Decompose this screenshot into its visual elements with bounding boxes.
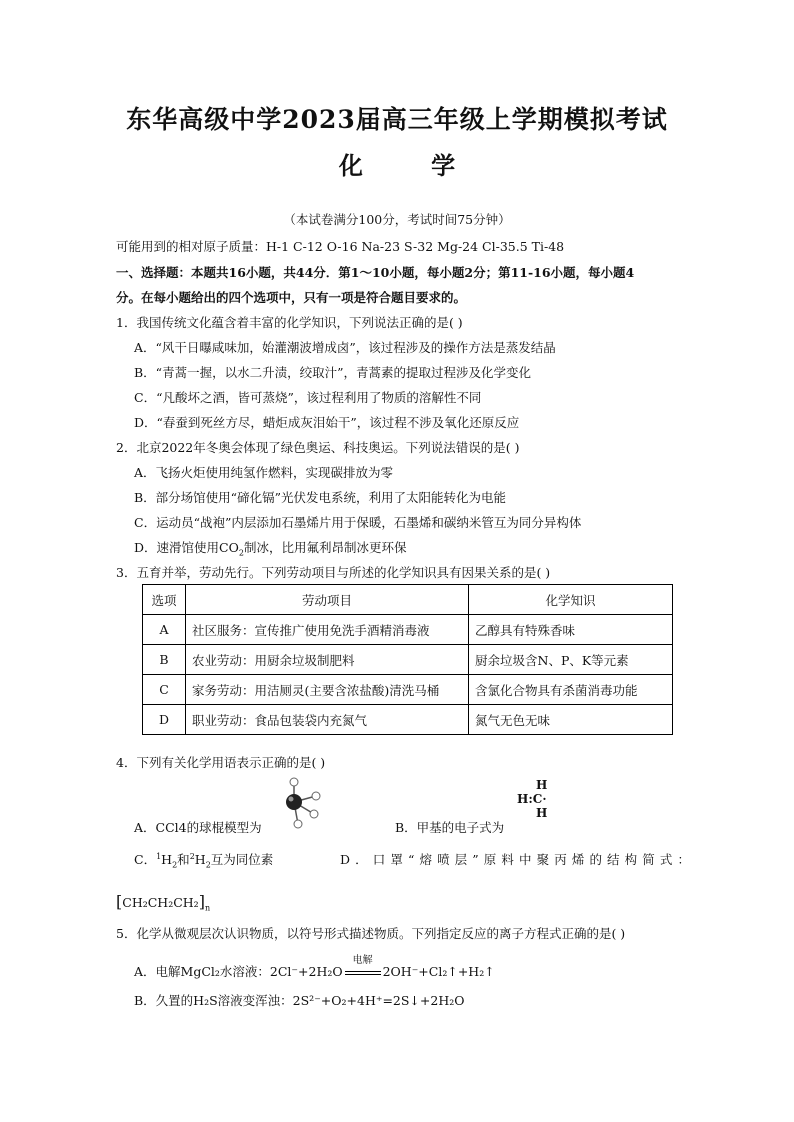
q2-option-c: C．运动员“战袍”内层添加石墨烯片用于保暖，石墨烯和碳纳米管互为同分异构体: [134, 515, 582, 530]
q5-option-b: B．久置的H₂S溶液变浑浊：2S²⁻+O₂+4H⁺=2S↓+2H₂O: [134, 993, 465, 1008]
ball-stick-model-icon: [270, 776, 330, 832]
q5-a-label: A．电解MgCl₂水溶液：: [134, 964, 270, 979]
table-cell: C: [143, 675, 186, 705]
formula-n: n: [204, 903, 211, 913]
exam-title: 东华高级中学2023届高三年级上学期模拟考试: [126, 105, 668, 134]
section-heading-line2: 分。在每小题给出的四个选项中，只有一项是符合题目要求的。: [116, 290, 467, 305]
q2-option-d: [134, 538, 794, 558]
table-cell: B: [143, 645, 186, 675]
table-cell: 含氯化合物具有杀菌消毒功能: [469, 675, 673, 705]
q4-c-and: 和: [177, 852, 190, 867]
q4-c-sup1: 1: [156, 851, 162, 861]
q4-c-sub1: 2: [172, 860, 178, 870]
table-cell: 厨余垃圾含N、P、K等元素: [469, 645, 673, 675]
q4-c-h2: H: [194, 852, 206, 867]
q5-option-a: [134, 955, 495, 980]
methyl-electron-formula: [517, 778, 547, 820]
q2-option-a: A．飞扬火炬使用纯氢作燃料，实现碳排放为零: [134, 465, 394, 480]
q1-option-c: C．“凡酸坏之酒，皆可蒸烧”，该过程利用了物质的溶解性不同: [134, 390, 482, 405]
q3-table: [142, 584, 673, 735]
q4-option-d: D．口罩“熔喷层”原料中聚丙烯的结构简式：: [340, 852, 692, 867]
q4-option-b: B．甲基的电子式为: [395, 820, 505, 835]
q1-option-d: D．“春蚕到死丝方尽，蜡炬成灰泪始干”，该过程不涉及氧化还原反应: [134, 415, 520, 430]
q5-a-right: 2OH⁻+Cl₂↑+H₂↑: [382, 964, 495, 979]
q4-c-label: C．: [134, 852, 157, 867]
q2-d-pre: D．速滑馆使用CO: [134, 540, 239, 555]
formula-top-h: H: [536, 778, 548, 792]
q2-d-sub: 2: [238, 548, 244, 558]
table-row: [143, 675, 673, 705]
table-cell: 家务劳动：用洁厕灵(主要含浓盐酸)清洗马桶: [186, 675, 469, 705]
q2-stem: 2．北京2022年冬奥会体现了绿色奥运、科技奥运。下列说法错误的是( ): [116, 440, 520, 455]
table-cell: 社区服务：宣传推广使用免洗手酒精消毒液: [186, 615, 469, 645]
electrolysis-condition: 电解: [352, 955, 373, 966]
q1-option-b: B．“青蒿一握，以水二升渍，绞取汁”，青蒿素的提取过程涉及化学变化: [134, 365, 531, 380]
table-cell: A: [143, 615, 186, 645]
q5-stem: 5．化学从微观层次认识物质，以符号形式描述物质。下列指定反应的离子方程式正确的是( ): [116, 926, 626, 941]
table-cell: D: [143, 705, 186, 735]
table-cell: 职业劳动：食品包装袋内充氮气: [186, 705, 469, 735]
formula-mid: H:C·: [517, 792, 547, 806]
q4-stem: 4．下列有关化学用语表示正确的是( ): [116, 755, 326, 770]
q4-c-sub2: 2: [205, 860, 211, 870]
table-cell: 氮气无色无味: [469, 705, 673, 735]
q1-option-a: A．“风干日曝咸味加，始灌潮波增成卤”，该过程涉及的操作方法是蒸发结晶: [134, 340, 556, 355]
table-header-row: [143, 585, 673, 615]
q5-a-left: 2Cl⁻+2H₂O: [269, 964, 343, 979]
exam-note: （本试卷满分100分，考试时间75分钟）: [283, 212, 511, 227]
q1-stem: 1．我国传统文化蕴含着丰富的化学知识，下列说法正确的是( ): [116, 315, 463, 330]
q2-d-post: 制冰，比用氟利昂制冰更环保: [243, 540, 407, 555]
atomic-masses: 可能用到的相对原子质量：H-1 C-12 O-16 Na-23 S-32 Mg-24 Cl-35.5 Ti-48: [116, 239, 565, 254]
table-cell: 农业劳动：用厨余垃圾制肥料: [186, 645, 469, 675]
formula-repeat-unit: CH₂CH₂CH₂: [122, 895, 199, 910]
formula-bottom-h: H: [536, 806, 548, 820]
table-header: 化学知识: [469, 585, 673, 615]
table-row: [143, 705, 673, 735]
q4-option-c: [134, 850, 273, 870]
electrolysis-arrow: [343, 955, 383, 979]
table-row: [143, 615, 673, 645]
q2-option-b: B．部分场馆使用“碲化镉”光伏发电系统，利用了太阳能转化为电能: [134, 490, 506, 505]
q4-c-h1: H: [161, 852, 173, 867]
polypropylene-formula: $[CH_2CH_2CH_2]_n$: [116, 892, 211, 913]
q4-c-sup2: 2: [189, 851, 195, 861]
q3-stem: 3．五育并举，劳动先行。下列劳动项目与所述的化学知识具有因果关系的是( ): [116, 565, 551, 580]
q4-option-a: A．CCl4的球棍模型为: [134, 820, 262, 835]
q4-c-post: 互为同位素: [210, 852, 274, 867]
table-header: 劳动项目: [186, 585, 469, 615]
table-cell: 乙醇具有特殊香味: [469, 615, 673, 645]
subject-title: 化 学: [338, 151, 486, 180]
section-heading-line1: 一、选择题：本题共16小题，共44分．第1～10小题，每小题2分；第11-16小题，每小题4: [116, 265, 635, 280]
table-header: 选项: [143, 585, 186, 615]
table-row: [143, 645, 673, 675]
